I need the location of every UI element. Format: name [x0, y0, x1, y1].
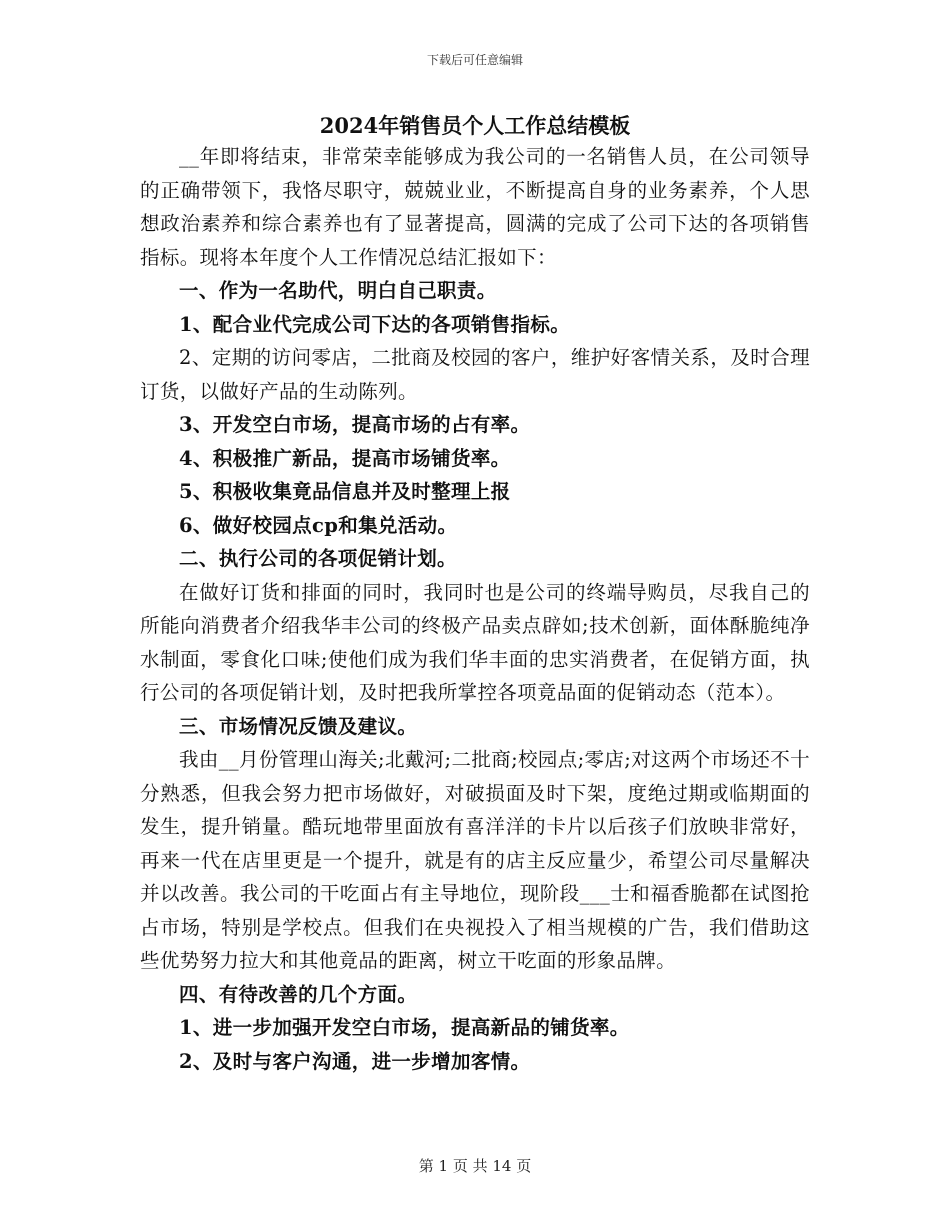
list-item: 2、定期的访问零店，二批商及校园的客户，维护好客情关系，及时合理订货，以做好产品的生动陈列。 [140, 346, 810, 403]
document-body [140, 140, 810, 1078]
section-heading-3: 三、市场情况反馈及建议。 [179, 714, 418, 738]
list-item: 5、积极收集竟品信息并及时整理上报 [179, 480, 511, 503]
list-item: 1、进一步加强开发空白市场，提高新品的铺货率。 [179, 1016, 630, 1039]
section-heading-2: 二、执行公司的各项促销计划。 [179, 547, 457, 570]
document-title: 2024年销售员个人工作总结模板 [319, 113, 631, 138]
list-item: 3、开发空白市场，提高市场的占有率。 [179, 413, 531, 436]
paragraph-promotion: 在做好订货和排面的同时，我同时也是公司的终端导购员，尽我自己的所能向消费者介绍我华丰公司的终极产品卖点辟如;技术创新，面体酥脆纯净水制面，零食化口味;使他们成为我们华丰面的忠实消费者，在促销方面，执行公司的各项促销计划，及时把我所掌控各项竟品面的促销动态（范本）。 [140, 580, 810, 704]
section-heading-1: 一、作为一名助代，明白自己职责。 [179, 279, 497, 302]
paragraph-intro: __年即将结束，非常荣幸能够成为我公司的一名销售人员，在公司领导的正确带领下，我恪尽职守，兢兢业业，不断提高自身的业务素养，个人思想政治素养和综合素养也有了显著提高，圆满的完成了公司下达的各项销售指标。现将本年度个人工作情况总结汇报如下： [140, 145, 810, 269]
paragraph-market-feedback: 我由__月份管理山海关;北戴河;二批商;校园点;零店;对这两个市场还不十分熟悉，但我会努力把市场做好，对破损面及时下架，度绝过期或临期面的发生，提升销量。酷玩地带里面放有喜洋洋的卡片以后孩子们放映非常好，再来一代在店里更是一个提升，就是有的店主反应量少，希望公司尽量解决并以改善。我公司的干吃面占有主导地位，现阶段___士和福香脆都在试图抢占市场，特别是学校点。但我们在央视投入了相当规模的广告，我们借助这些优势努力拉大和其他竟品的距离，树立干吃面的形象品牌。 [140, 748, 810, 972]
list-item: 4、积极推广新品，提高市场铺货率。 [179, 446, 511, 470]
list-item: 1、配合业代完成公司下达的各项销售指标。 [179, 312, 571, 336]
section-heading-4: 四、有待改善的几个方面。 [179, 982, 418, 1006]
list-item: 6、做好校园点cp和集兑活动。 [179, 513, 458, 537]
list-item: 2、及时与客户沟通，进一步增加客情。 [179, 1049, 531, 1073]
page-header-note: 下载后可任意编辑 [426, 53, 523, 67]
page-number: 第 1 页 共 14 页 [418, 1157, 532, 1175]
